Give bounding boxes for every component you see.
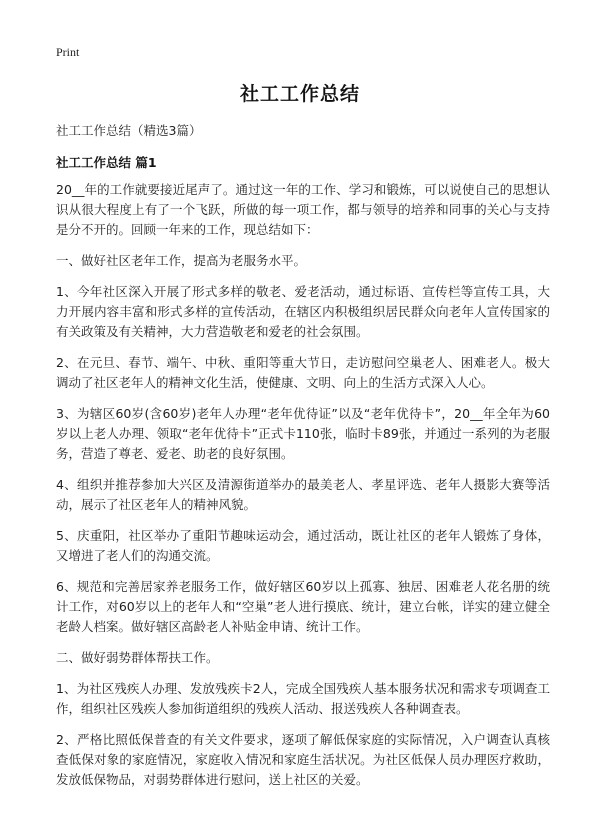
part-two-heading: 二、做好弱势群体帮扶工作。 — [56, 650, 219, 665]
paragraph-item: 4、组织并推荐参加大兴区及清源街道举办的最美老人、孝星评选、老年人摄影大赛等活动，展示了社区老年人的精神风貌。 — [56, 477, 550, 512]
paragraph-item: 6、规范和完善居家养老服务工作，做好辖区60岁以上孤寡、独居、困难老人花名册的统计工作，对60岁以上的老年人和“空巢”老人进行摸底、统计，建立台帐，详实的建立健全老龄人档案。做好辖区高龄老人补贴金申请、统计工作。 — [56, 579, 550, 634]
document-body — [56, 180, 550, 801]
document-title: 社工工作总结 — [239, 83, 360, 105]
paragraph-item: 3、为辖区60岁(含60岁)老年人办理“老年优待证”以及“老年优待卡”，20__年全年为60岁以上老人办理、领取“老年优待卡”正式卡110张，临时卡89张，并通过一系列的为老服务，营造了尊老、爱老、助老的良好氛围。 — [56, 406, 550, 461]
paragraph-item: 2、在元旦、春节、端午、中秋、重阳等重大节日，走访慰问空巢老人、困难老人。极大调动了社区老年人的精神文化生活，使健康、文明、向上的生活方式深入人心。 — [56, 355, 550, 390]
paragraph-item: 1、为社区残疾人办理、发放残疾卡2人，完成全国残疾人基本服务状况和需求专项调查工作，组织社区残疾人参加街道组织的残疾人活动、报送残疾人各种调查表。 — [56, 681, 550, 716]
paragraph-item: 5、庆重阳，社区举办了重阳节趣味运动会，通过活动，既让社区的老年人锻炼了身体，又增进了老人们的沟通交流。 — [56, 528, 550, 563]
document-subtitle: 社工工作总结（精选3篇） — [56, 123, 202, 138]
part-one-heading: 一、做好社区老年工作，提高为老服务水平。 — [56, 253, 307, 268]
intro-paragraph: 20__年的工作就要接近尾声了。通过这一年的工作、学习和锻炼，可以说使自己的思想认识从很大程度上有了一个飞跃，所做的每一项工作，都与领导的培养和同事的关心与支持是分不开的。回顾一年来的工作，现总结如下： — [56, 182, 550, 237]
paragraph-item: 1、今年社区深入开展了形式多样的敬老、爱老活动，通过标语、宣传栏等宣传工具，大力开展内容丰富和形式多样的宣传活动，在辖区内积极组织居民群众向老年人宣传国家的有关政策及有关精神，大力营造敬老和爱老的社会氛围。 — [56, 284, 550, 339]
section-heading: 社工工作总结 篇1 — [56, 155, 157, 170]
paragraph-item: 2、严格比照低保普查的有关文件要求，逐项了解低保家庭的实际情况，入户调查认真核查低保对象的家庭情况，家庭收入情况和家庭生活状况。为社区低保人员办理医疗救助，发放低保物品，对弱势群体进行慰问，送上社区的关爱。 — [56, 732, 550, 787]
print-link[interactable]: Print — [56, 45, 80, 59]
